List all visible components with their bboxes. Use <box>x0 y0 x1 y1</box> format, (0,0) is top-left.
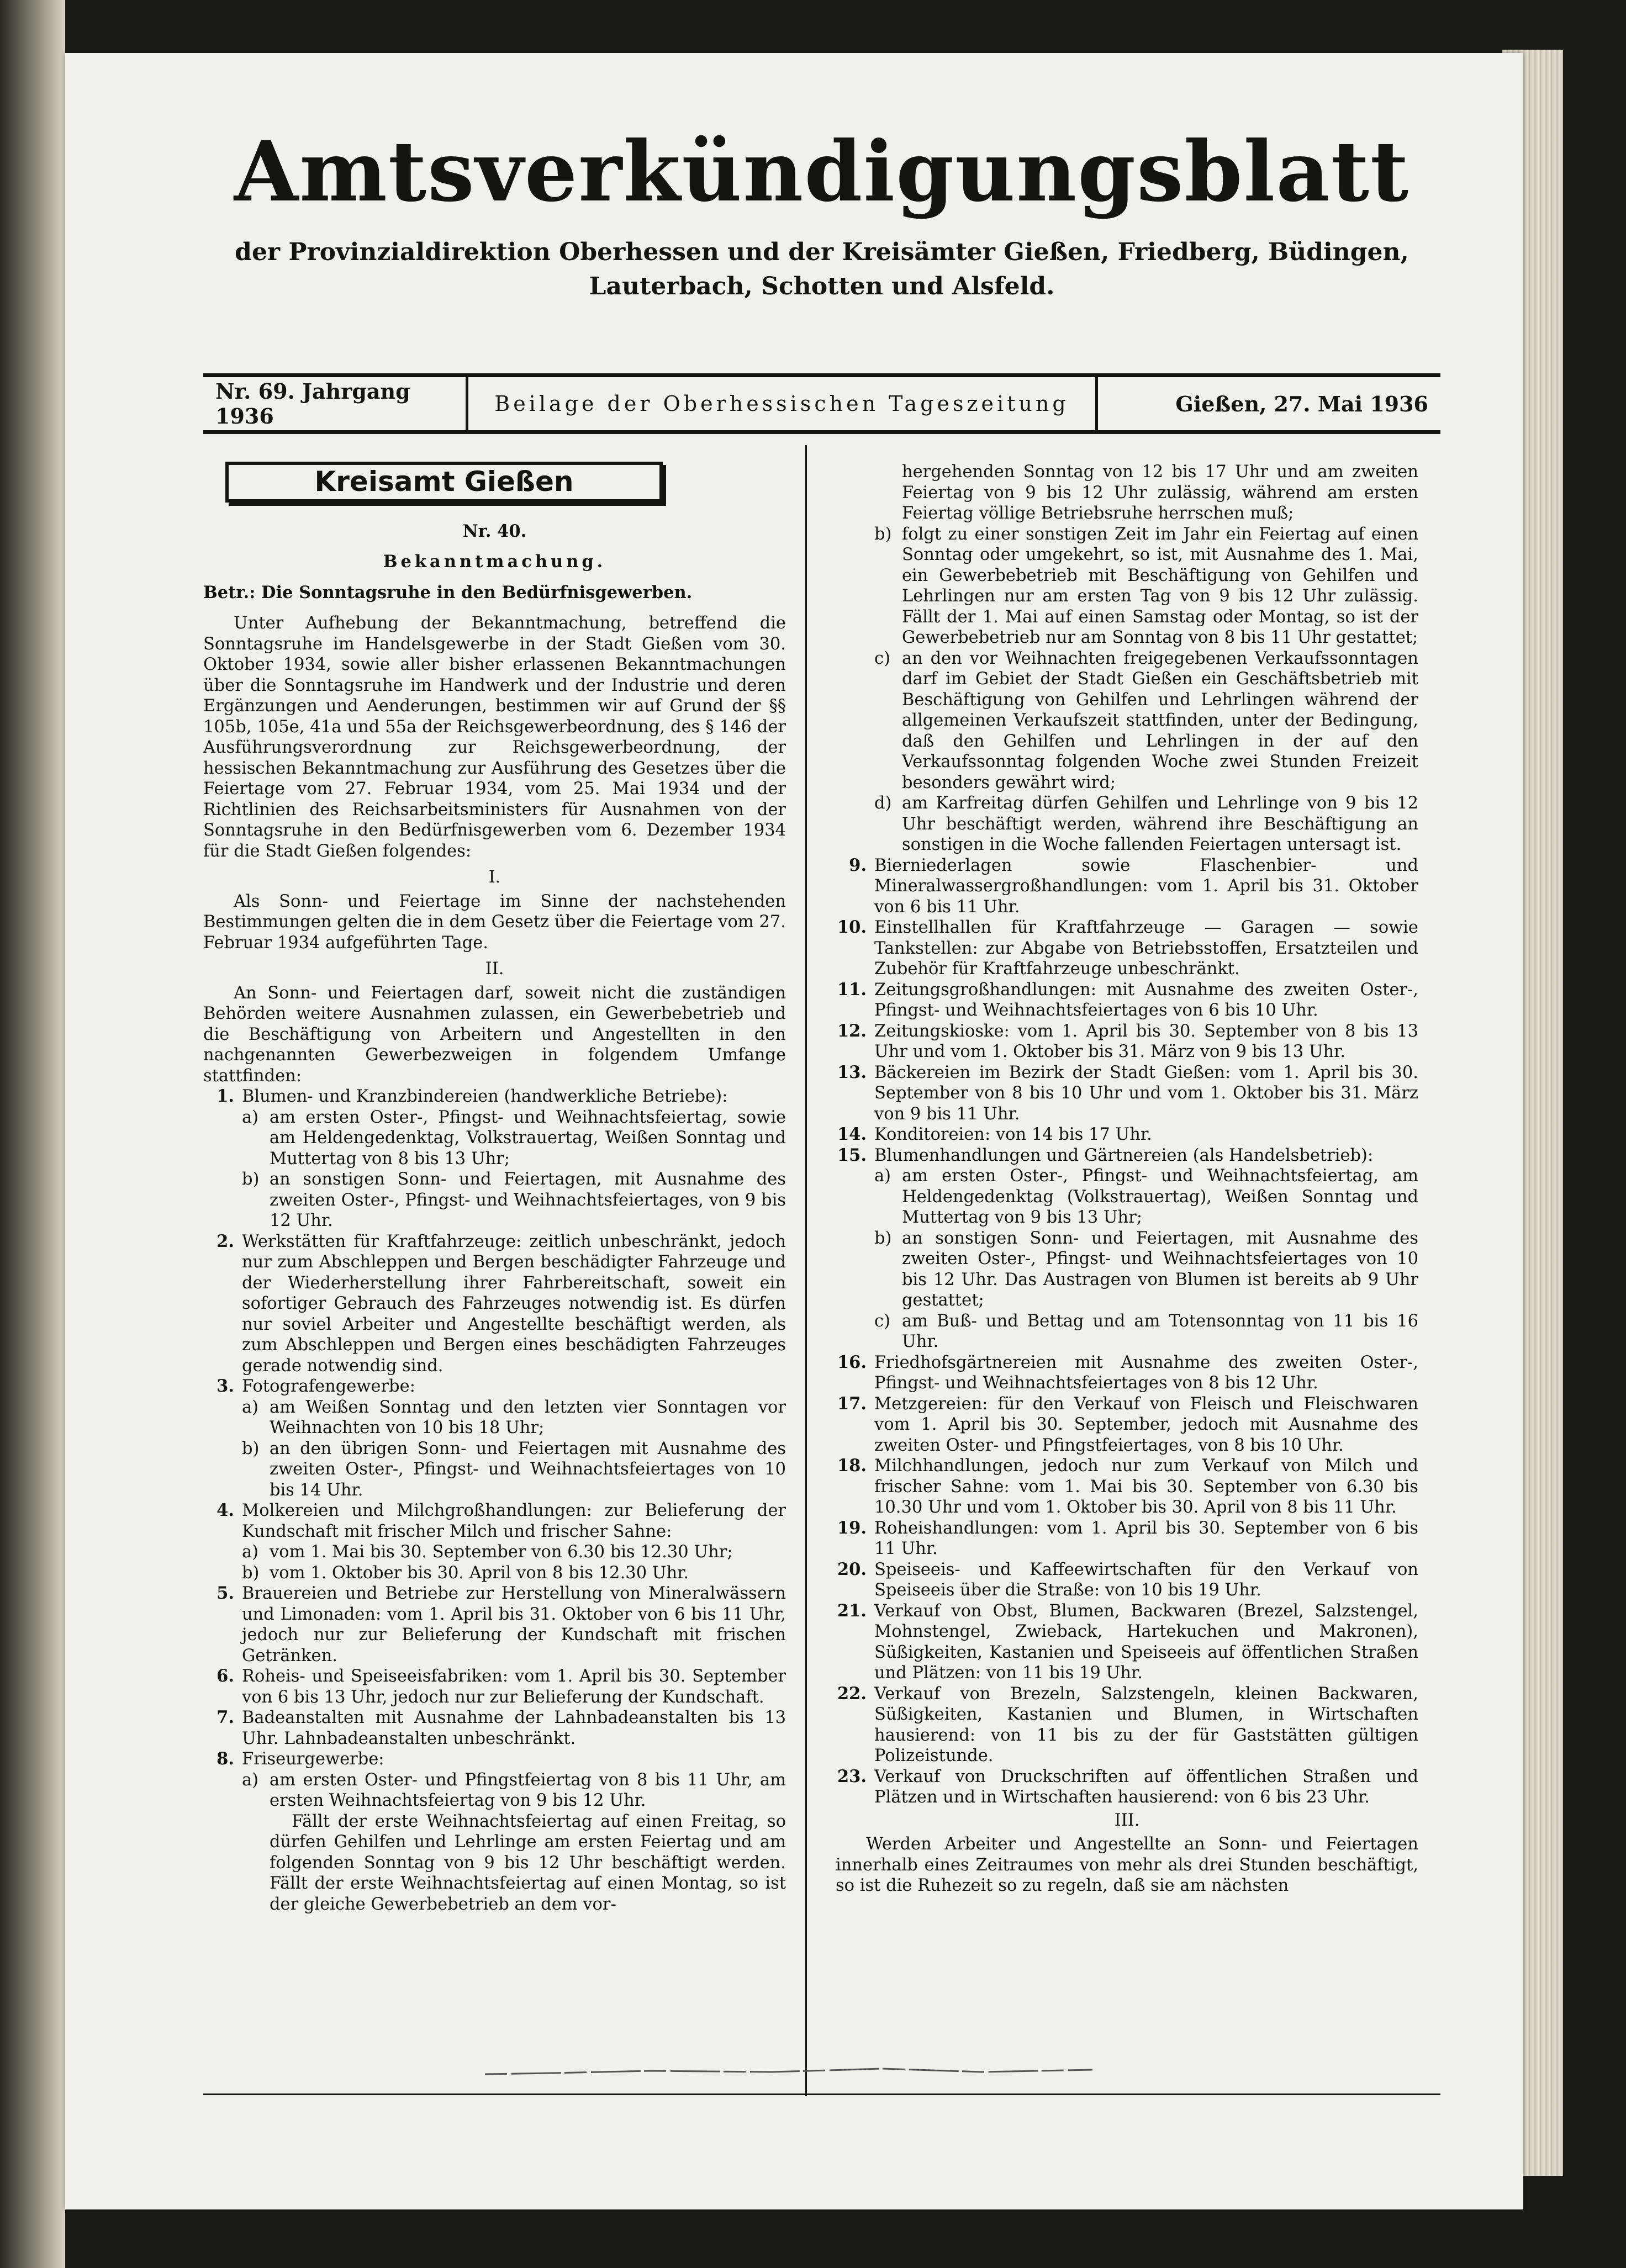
sub-item-text: folgt zu einer sonstigen Zeit im Jahr ein Feiertag auf einen Sonntag oder umgekehrt, so ist, mit Ausnahme des 1. Mai, ein Gewerbebetrieb mit Beschäftigung von Gehilfen und Lehrlingen nur am ersten Tag von 9 bis 12 Uhr zulässig. Fällt der 1. Mai auf einen Samstag oder Montag, so ist der Gewerbebetrieb nur am Sonntag von 8 bis 11 Uhr gestattet; <box>902 524 1418 647</box>
sub-item-label: a) <box>242 1770 259 1790</box>
item-text: Roheishandlungen: vom 1. April bis 30. September von 6 bis 11 Uhr. <box>874 1518 1418 1558</box>
sub-item-label: b) <box>242 1563 260 1583</box>
sub-item-text: am ersten Oster- und Pfingstfeiertag von 8 bis 11 Uhr, am ersten Weihnachtsfeiertag von 9 bis 12 Uhr. <box>270 1770 786 1810</box>
item-text: Roheis- und Speiseeisfabriken: vom 1. April bis 30. September von 6 bis 13 Uhr, jedoch nur zur Belieferung der Kundschaft. <box>242 1667 786 1707</box>
item-text: Molkereien und Milchgroßhandlungen: zur Belieferung der Kundschaft mit frischer Milch und frischer Sahne: <box>242 1501 786 1541</box>
item-number: 22. <box>837 1683 867 1704</box>
item-text: Badeanstalten mit Ausnahme der Lahnbadeanstalten bis 13 Uhr. Lahnbadeanstalten unbeschränkt. <box>242 1708 786 1748</box>
notice-subject: Betr.: Die Sonntagsruhe in den Bedürfnisgewerben. <box>203 582 693 602</box>
item-8-note: Fällt der erste Weihnachtsfeiertag auf einen Freitag, so dürfen Gehilfen und Lehrlinge am ersten Feiertag und am folgenden Sonntag von 9 bis 12 Uhr beschäftigt werden. Fällt der erste Weihnachtsfeiertag auf einen Montag, so ist der gleiche Gewerbebetrieb an dem vor- <box>270 1811 786 1914</box>
item-text: Werkstätten für Kraftfahrzeuge: zeitlich unbeschränkt, jedoch nur zum Abschleppen und Bergen beschädigter Fahrzeuge und der Wiederherstellung ihrer Fahrbereitschaft, soweit ein sofortiger Gebrauch des Fahrzeuges notwendig ist. Es dürfen nur soviel Arbeiter und Angestellte beschäftigt werden, als zum Abschleppen und Bergen eines beschädigten Fahrzeuges gerade notwendig sind. <box>242 1231 786 1376</box>
item-number: 4. <box>217 1500 234 1520</box>
regulation-item <box>836 1394 1418 1456</box>
part-two-heading: II. <box>485 959 504 979</box>
item-text: Bierniederlagen sowie Flaschenbier- und Mineralwassergroßhandlungen: vom 1. April bis 31. Oktober von 6 bis 11 Uhr. <box>874 855 1418 917</box>
item-number: 3. <box>217 1376 234 1396</box>
regulation-item <box>836 1559 1418 1601</box>
item-number: 19. <box>837 1518 867 1538</box>
column-divider <box>805 445 807 2096</box>
item-text: Zeitungskioske: vom 1. April bis 30. September von 8 bis 13 Uhr und vom 1. Oktober bis 31. März von 9 bis 13 Uhr. <box>874 1021 1418 1061</box>
sub-item-text: vom 1. Oktober bis 30. April von 8 bis 12.30 Uhr. <box>270 1563 689 1583</box>
sub-item-text: am Weißen Sonntag und den letzten vier Sonntagen vor Weihnachten von 10 bis 18 Uhr; <box>270 1397 786 1437</box>
sub-item-text: am Karfreitag dürfen Gehilfen und Lehrlinge von 9 bis 12 Uhr beschäftigt werden, während ihre Beschäftigung an sonstigen in die Woche fallenden Feiertagen untersagt ist. <box>902 794 1418 854</box>
regulation-item <box>836 1601 1418 1684</box>
sub-item-label: a) <box>242 1542 259 1562</box>
item-number: 21. <box>837 1600 867 1621</box>
regulation-item <box>203 1666 786 1707</box>
notice-heading: Bekanntmachung. <box>383 552 606 572</box>
item-text: Milchhandlungen, jedoch nur zum Verkauf von Milch und frischer Sahne: vom 1. Mai bis 30. September von 6.30 bis 10.30 Uhr und vom 1. Oktober bis 30. April von 8 bis 11 Uhr. <box>874 1456 1418 1517</box>
regulation-item <box>836 1021 1418 1062</box>
item-number: 23. <box>837 1766 867 1786</box>
item-text: Speiseeis- und Kaffeewirtschaften für den Verkauf von Speiseeis über die Straße: von 10 bis 19 Uhr. <box>874 1559 1418 1600</box>
issue-date: Gießen, 27. Mai 1936 <box>1175 391 1428 416</box>
regulation-item <box>836 980 1418 1021</box>
sub-item-text: an den übrigen Sonn- und Feiertagen mit Ausnahme des zweiten Oster-, Pfingst- und Weihnachtsfeiertages von 10 bis 14 Uhr. <box>270 1439 786 1500</box>
item-number: 12. <box>837 1021 867 1041</box>
sub-item-label: c) <box>874 648 890 668</box>
notice-intro: Unter Aufhebung der Bekanntmachung, betreffend die Sonntagsruhe im Handelsgewerbe in der Stadt Gießen vom 30. Oktober 1934, sowie aller bisher erlassenen Bekanntmachungen über die Sonntagsruhe im Handwerk und der Industrie und deren Ergänzungen und Aenderungen, bestimmen wir auf Grund der §§ 105b, 105e, 41a und 55a der Reichsgewerbeordnung, des § 146 der Ausführungsverordnung zur Reichsgewerbeordnung, der hessischen Bekanntmachung zur Ausführung des Gesetzes über die Feiertage vom 27. Februar 1934, vom 25. Mai 1934 und der Richtlinien des Reichsarbeitsministers für Ausnahmen von der Sonntagsruhe in den Bedürfnisgewerben vom 6. Dezember 1934 für die Stadt Gießen folgendes: <box>203 614 786 861</box>
document-page <box>65 53 1523 2209</box>
item-8-subitems <box>836 524 1418 855</box>
regulation-item <box>836 1518 1418 1559</box>
continued-text: hergehenden Sonntag von 12 bis 17 Uhr und am zweiten Feiertag von 9 bis 12 Uhr zulässig, während am ersten Feiertag völlige Betriebsruhe herrschen muß; <box>902 462 1418 523</box>
sub-item <box>836 793 1418 855</box>
sub-item-text: am Buß- und Bettag und am Totensonntag von 11 bis 16 Uhr. <box>902 1311 1418 1351</box>
sub-item <box>203 1169 786 1231</box>
right-column <box>836 462 1418 1896</box>
sub-item <box>203 1770 786 1811</box>
sub-item <box>203 1542 786 1563</box>
regulation-item <box>203 1583 786 1666</box>
newspaper-sheet <box>203 123 1440 2088</box>
supplement-label: Beilage der Oberhessischen Tageszeitung <box>468 377 1098 430</box>
sub-item-text: an sonstigen Sonn- und Feiertagen, mit Ausnahme des zweiten Oster-, Pfingst- und Weihnachtsfeiertages, von 9 bis 12 Uhr. <box>270 1170 786 1230</box>
part-two-text: An Sonn- und Feiertagen darf, soweit nicht die zuständigen Behörden weitere Ausnahmen zulassen, ein Gewerbebetrieb und die Beschäftigung von Arbeitern und Angestellten in den nachgenannten Gewerbezweigen in folgendem Umfange stattfinden: <box>203 983 786 1086</box>
pencil-mark <box>485 2063 1092 2080</box>
item-number: 2. <box>217 1231 234 1251</box>
sub-item <box>836 648 1418 794</box>
part-one-heading: I. <box>488 868 501 887</box>
item-text: Fotografengewerbe: <box>242 1377 415 1396</box>
regulation-item <box>203 1376 786 1397</box>
sub-item-label: b) <box>242 1439 260 1458</box>
part-one-text: Als Sonn- und Feiertage im Sinne der nachstehenden Bestimmungen gelten die in dem Gesetz über die Feiertage vom 27. Februar 1934 aufgeführten Tage. <box>203 891 786 953</box>
item-number: 9. <box>849 855 867 875</box>
sub-item-label: d) <box>874 794 892 813</box>
sub-item-label: a) <box>874 1166 891 1186</box>
regulation-item <box>836 1124 1418 1145</box>
item-number: 7. <box>217 1707 234 1727</box>
item-text: Verkauf von Druckschriften auf öffentlichen Straßen und Plätzen und in Wirtschaften hausierend: von 6 bis 23 Uhr. <box>874 1767 1418 1807</box>
item-text: Friseurgewerbe: <box>242 1749 384 1769</box>
item-text: Blumen- und Kranzbindereien (handwerkliche Betriebe): <box>242 1087 728 1106</box>
part-three-heading: III. <box>1114 1810 1140 1830</box>
sub-item-text: am ersten Oster-, Pfingst- und Weihnachtsfeiertag, am Heldengedenktag (Volkstrauertag), Weißen Sonntag und Muttertag von 9 bis 13 Uhr; <box>902 1166 1418 1227</box>
masthead <box>203 123 1440 304</box>
item-number: 1. <box>217 1086 234 1106</box>
regulation-item <box>203 1086 786 1107</box>
item-number: 14. <box>837 1124 867 1144</box>
sub-item <box>836 1228 1418 1311</box>
item-number: 13. <box>837 1062 867 1082</box>
sub-item-label: b) <box>242 1170 260 1189</box>
bottom-rule <box>203 2093 1440 2095</box>
item-text: Einstellhallen für Kraftfahrzeuge — Garagen — sowie Tankstellen: zur Abgabe von Betriebsstoffen, Ersatzteilen und Zubehör für Kraftfahrzeuge unbeschränkt. <box>874 918 1418 979</box>
item-text: Metzgereien: für den Verkauf von Fleisch und Fleischwaren vom 1. April bis 30. September, jedoch mit Ausnahme des zweiten Oster- und Pfingstfeiertages, von 8 bis 10 Uhr. <box>874 1394 1418 1455</box>
regulation-item <box>203 1231 786 1377</box>
sub-item <box>203 1563 786 1584</box>
item-number: 18. <box>837 1456 867 1476</box>
regulation-item <box>836 1352 1418 1394</box>
left-item-list <box>203 1086 786 1811</box>
sub-item <box>203 1439 786 1501</box>
item-number: 10. <box>837 917 867 937</box>
item-text: Verkauf von Obst, Blumen, Backwaren (Brezel, Salzstengel, Mohnstengel, Zwieback, Hartekuchen und Makronen), Süßigkeiten, Kastanien und Speiseeis auf öffentlichen Straßen und Plätzen: von 11 bis 19 Uhr. <box>874 1601 1418 1683</box>
regulation-item <box>836 1767 1418 1808</box>
item-number: 11. <box>837 979 867 1000</box>
masthead-title: Amtsverkündigungsblatt <box>234 123 1410 220</box>
item-text: Brauereien und Betriebe zur Herstellung von Mineralwässern und Limonaden: vom 1. April bis 31. Oktober von 6 bis 11 Uhr, jedoch nur zur Belieferung der Kundschaft mit frischen Getränken. <box>242 1584 786 1666</box>
left-column <box>203 462 786 1915</box>
part-three-text: Werden Arbeiter und Angestellte an Sonn- und Feiertagen innerhalb eines Zeitraumes von mehr als drei Stunden beschäftigt, so ist die Ruhezeit so zu regeln, daß sie am nächsten <box>836 1835 1418 1895</box>
item-text: Konditoreien: von 14 bis 17 Uhr. <box>874 1125 1152 1144</box>
book-binding-edge <box>0 0 65 2268</box>
regulation-item <box>203 1749 786 1770</box>
regulation-item <box>203 1707 786 1749</box>
sub-item-label: a) <box>242 1107 259 1127</box>
sub-item-text: am ersten Oster-, Pfingst- und Weihnachtsfeiertag, sowie am Heldengedenktag, Volkstrauertag, Weißen Sonntag und Muttertag von 8 bis 13 Uhr; <box>270 1107 786 1169</box>
item-number: 5. <box>217 1583 234 1603</box>
item-text: Friedhofsgärtnereien mit Ausnahme des zweiten Oster-, Pfingst- und Weihnachtsfeiertages von 8 bis 12 Uhr. <box>874 1352 1418 1393</box>
sub-item <box>203 1397 786 1439</box>
sub-item-label: a) <box>242 1397 259 1417</box>
sub-item-text: an den vor Weihnachten freigegebenen Verkaufssonntagen darf im Gebiet der Stadt Gießen ein Geschäftsbetrieb mit Beschäftigung von Gehilfen und Lehrlingen während der allgemeinen Verkaufszeit stattfinden, unter der Bedingung, daß den Gehilfen und Lehrlingen in der auf den Verkaufssonntag folgenden Woche zwei Stunden Freizeit besonders gewährt wird; <box>902 648 1418 792</box>
issue-number: Nr. 69. Jahrgang 1936 <box>203 377 468 430</box>
masthead-subtitle: der Provinzialdirektion Oberhessen und der Kreisämter Gießen, Friedberg, Büdingen, Lauterbach, Schotten und Alsfeld. <box>235 238 1409 300</box>
notice-number: Nr. 40. <box>462 521 527 541</box>
item-number: 15. <box>837 1145 867 1165</box>
sub-item-text: an sonstigen Sonn- und Feiertagen, mit Ausnahme des zweiten Oster-, Pfingst- und Weihnachtsfeiertages von 10 bis 12 Uhr. Das Austragen von Blumen ist bereits ab 9 Uhr gestattet; <box>902 1228 1418 1310</box>
regulation-item <box>836 917 1418 980</box>
section-heading: Kreisamt Gießen <box>225 462 663 503</box>
item-number: 6. <box>217 1666 234 1686</box>
sub-item <box>836 1166 1418 1228</box>
sub-item-text: vom 1. Mai bis 30. September von 6.30 bis 12.30 Uhr; <box>270 1542 733 1562</box>
regulation-item <box>836 1062 1418 1125</box>
regulation-item <box>836 1456 1418 1518</box>
sub-item <box>836 1311 1418 1352</box>
sub-item <box>836 524 1418 648</box>
item-number: 16. <box>837 1352 867 1372</box>
item-text: Bäckereien im Bezirk der Stadt Gießen: vom 1. April bis 30. September von 8 bis 10 Uhr und vom 1. Oktober bis 31. März von 9 bis 11 Uhr. <box>874 1062 1418 1124</box>
item-number: 17. <box>837 1393 867 1414</box>
regulation-item <box>836 1145 1418 1166</box>
sub-item <box>203 1107 786 1170</box>
sub-item-label: b) <box>874 1228 892 1248</box>
regulation-item <box>836 1684 1418 1767</box>
issue-info-bar <box>203 373 1440 434</box>
item-text: Verkauf von Brezeln, Salzstengeln, kleinen Backwaren, Süßigkeiten, Kastanien und Blumen, in Wirtschaften hausierend: von 11 bis zu der für Gaststätten gültigen Polizeistunde. <box>874 1684 1418 1765</box>
right-item-list <box>836 855 1418 1808</box>
sub-item-label: c) <box>874 1311 890 1331</box>
item-text: Blumenhandlungen und Gärtnereien (als Handelsbetrieb): <box>874 1145 1374 1165</box>
sub-item-label: b) <box>874 524 892 544</box>
item-number: 20. <box>837 1559 867 1579</box>
item-number: 8. <box>217 1749 234 1769</box>
item-text: Zeitungsgroßhandlungen: mit Ausnahme des zweiten Oster-, Pfingst- und Weihnachtsfeiertages von 6 bis 10 Uhr. <box>874 980 1418 1020</box>
regulation-item <box>203 1500 786 1542</box>
regulation-item <box>836 855 1418 918</box>
